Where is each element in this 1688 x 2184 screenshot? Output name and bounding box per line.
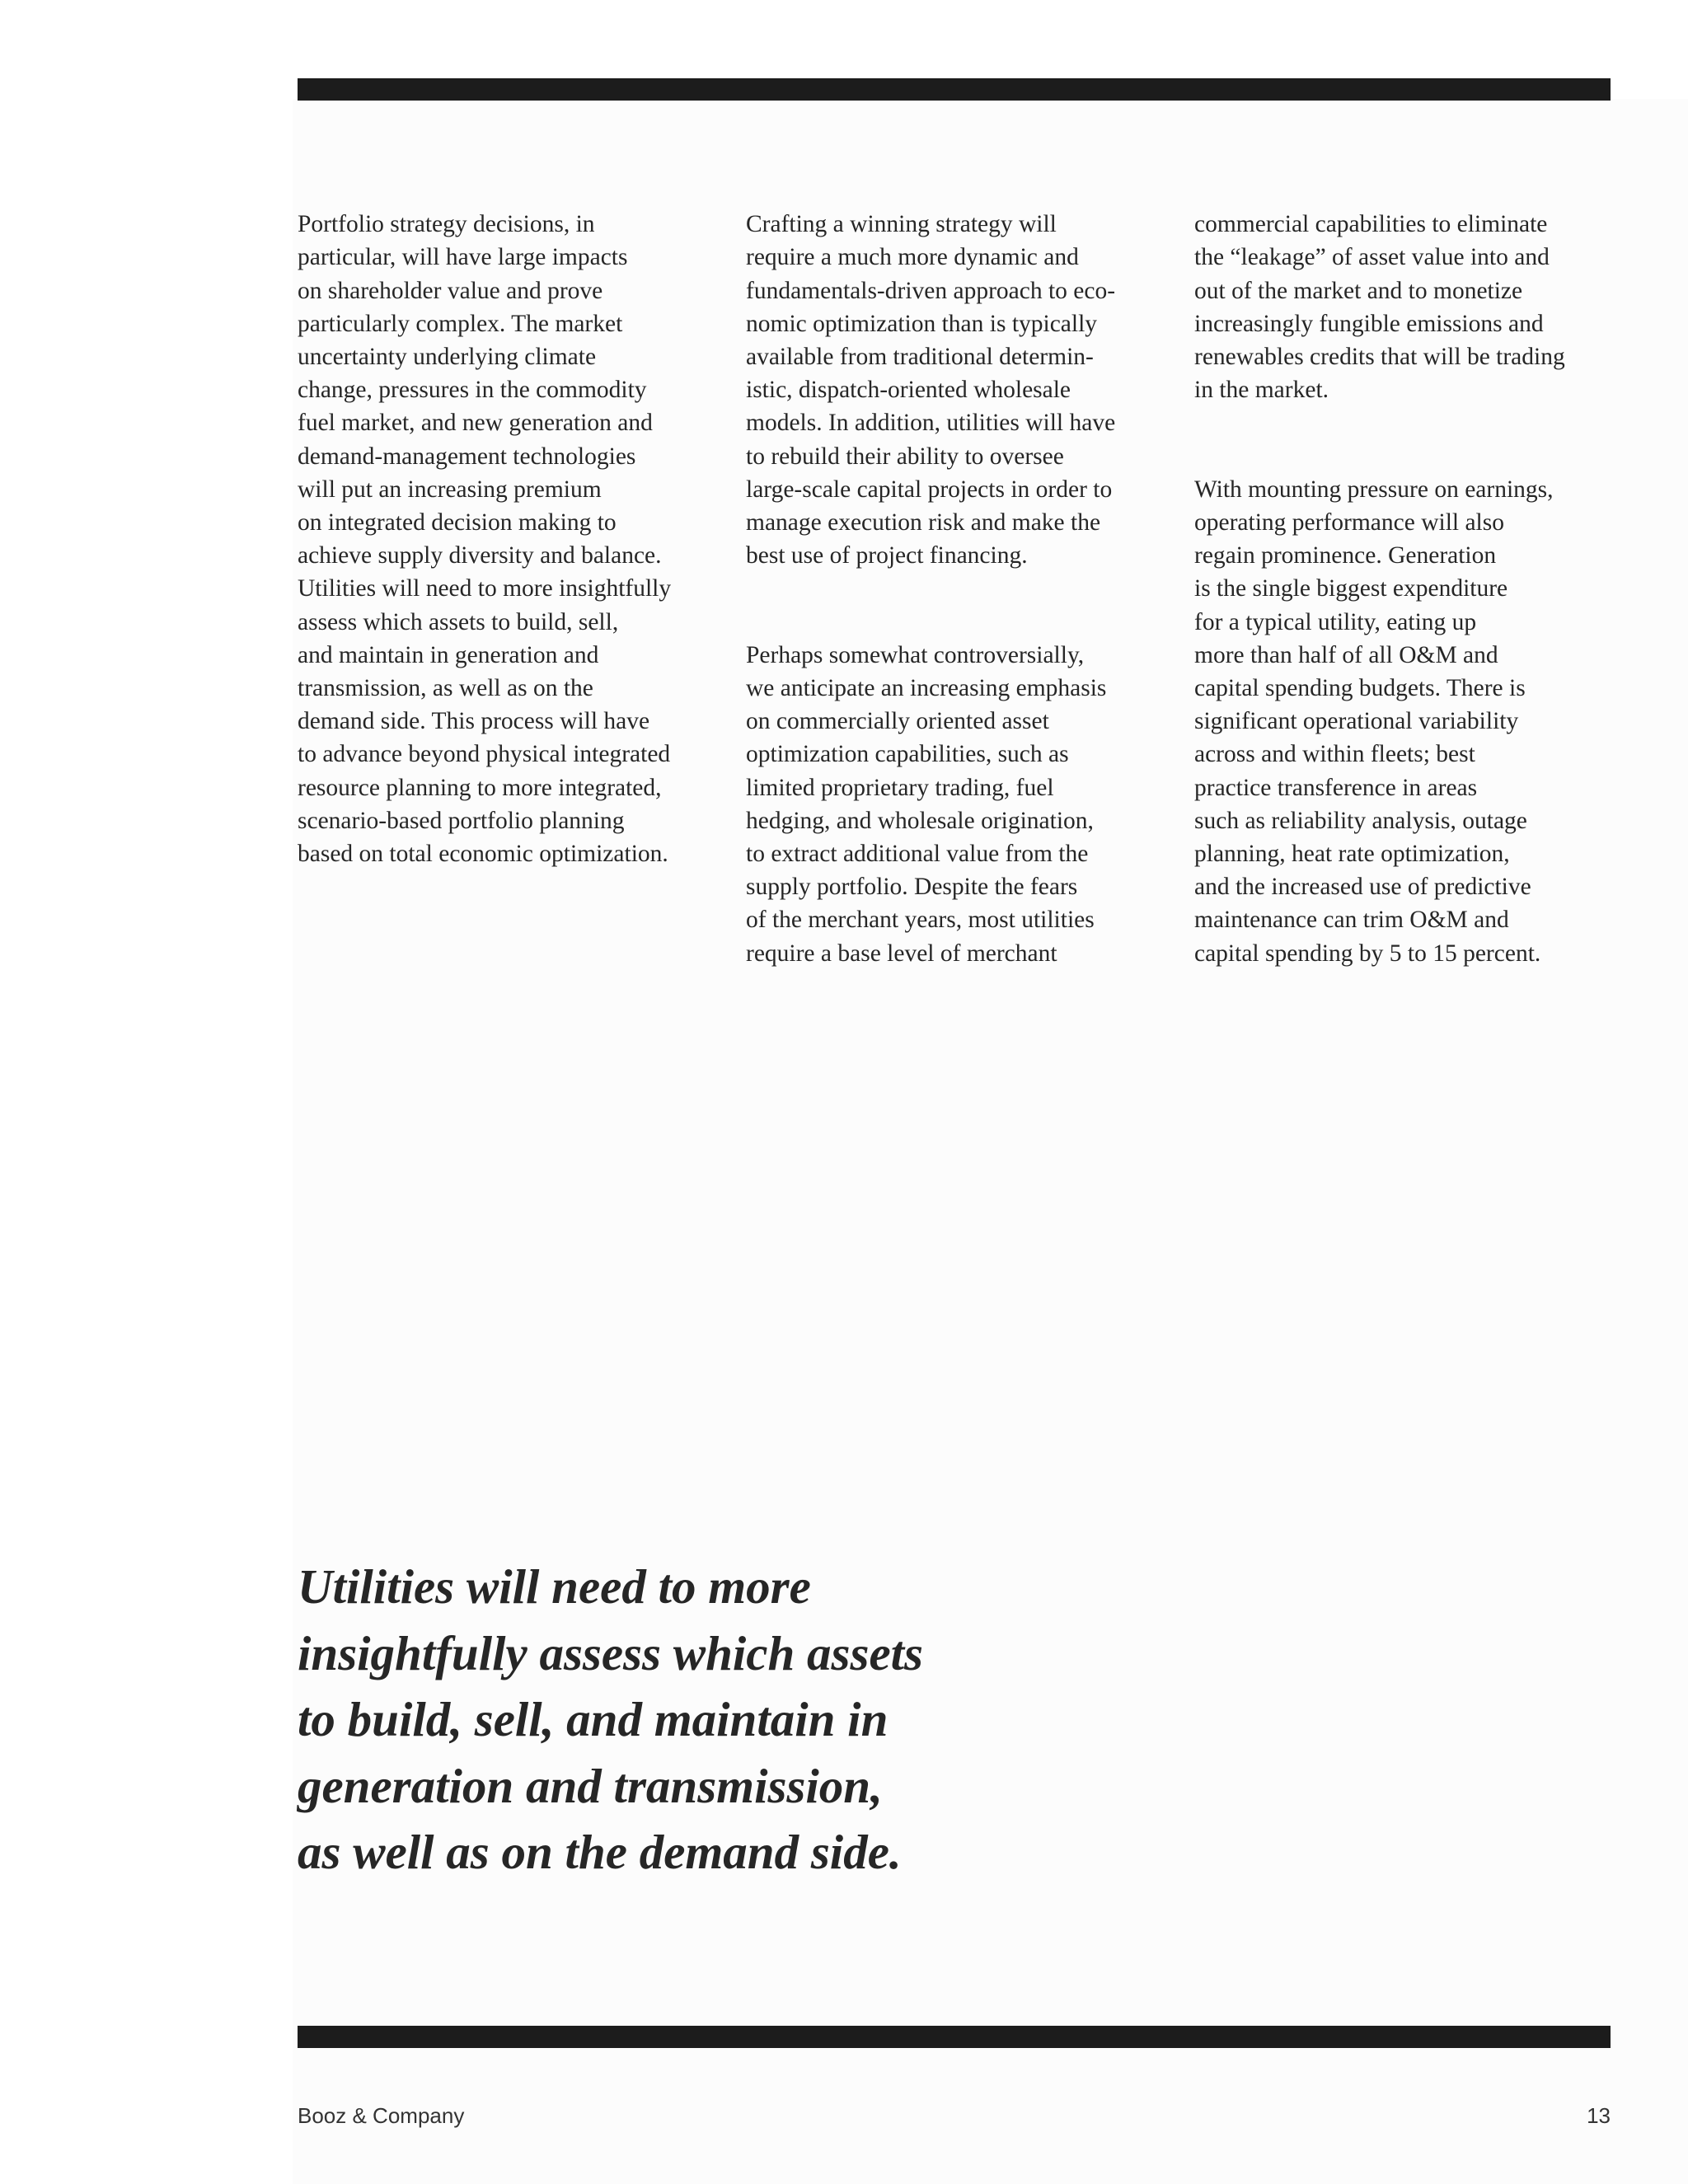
column-3-paragraph-1: commercial capabilities to eliminate the “leakage” of asset value into and out of the market and to monetize increasingly fungible emissions and renewables credits that will be trading in the market. — [1194, 211, 1565, 404]
footer-publisher: Booz & Company — [298, 2103, 465, 2128]
text-column-2 — [746, 175, 1175, 1003]
page-number: 13 — [1587, 2103, 1611, 2128]
text-column-1 — [298, 175, 726, 903]
top-rule — [298, 78, 1611, 101]
bottom-rule — [298, 2026, 1611, 2048]
column-2-paragraph-1: Crafting a winning strategy will require a much more dynamic and fundamentals-driven approach to eco- nomic optimization than is typically available from traditional determin- istic, dispatch-oriented wholesale models. In addition, utilities will have to rebuild their ability to oversee large-scale capital projects in order to manage execution risk and make the best use of project financing. — [746, 211, 1116, 569]
pull-quote: Utilities will need to more insightfully assess which assets to build, sell, and maintain in generation and transmission, as well as on the demand side. — [298, 1559, 923, 1879]
text-column-3 — [1194, 175, 1623, 1003]
column-3-paragraph-2: With mounting pressure on earnings, operating performance will also regain prominence. Generation is the single biggest expenditure for a typical utility, eating up more than half of all O&M and capital spending budgets. There is significant operational variability across and within fleets; best practice transference in areas such as reliability analysis, outage planning, heat rate optimization, and the increased use of predictive maintenance can trim O&M and capital spending by 5 to 15 percent. — [1194, 476, 1554, 967]
column-1-paragraph-1: Portfolio strategy decisions, in particular, will have large impacts on shareholder value and prove particularly complex. The market uncertainty underlying climate change, pressures in the commodity fuel market, and new generation and demand-management technologies will put an increasing premium on integrated decision making to achieve supply diversity and balance. Utilities will need to more insightfully assess which assets to build, sell, and maintain in generation and transmission, as well as on the demand side. This process will have to advance beyond physical integrated resource planning to more integrated, scenario-based portfolio planning based on total economic optimization. — [298, 211, 672, 868]
column-2-paragraph-2: Perhaps somewhat controversially, we anticipate an increasing emphasis on commercially oriented asset optimization capabilities, such as limited proprietary trading, fuel hedging, and wholesale origination, to extract additional value from the supply portfolio. Despite the fears of the merchant years, most utilities require a base level of merchant — [746, 641, 1107, 967]
